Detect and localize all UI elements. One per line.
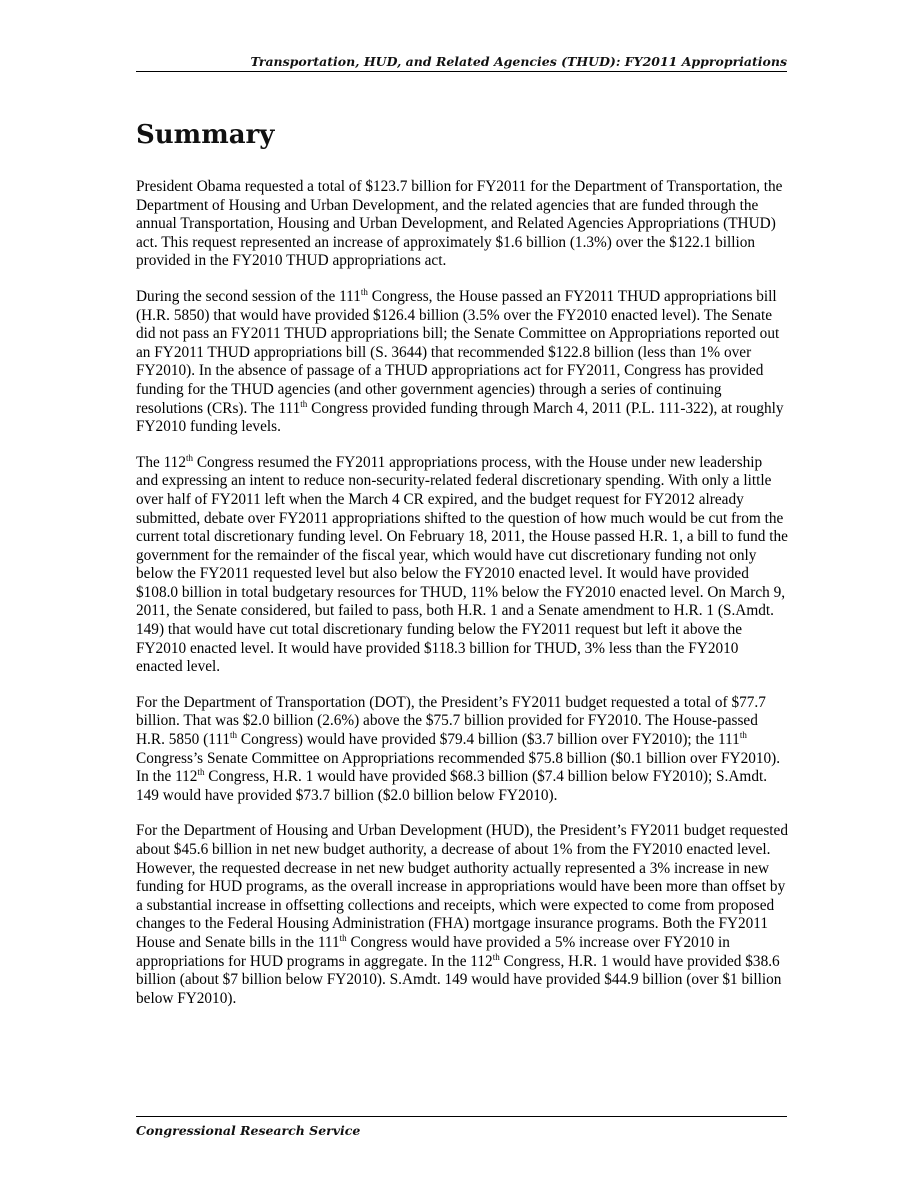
- text-run: Congress, H.R. 1 would have provided $68.3 billion ($7.4 billion below FY2010); S.Amdt. 149 would have provided $73.7 billion ($2.0 billion below FY2010).: [136, 768, 768, 804]
- ordinal-suffix: th: [197, 767, 205, 778]
- text-run: The 112: [136, 453, 186, 471]
- paragraph-3: [136, 454, 788, 677]
- text-run: President Obama requested a total of $123.7 billion for FY2011 for the Department of Transportation, the Department of Housing and Urban Development, and the related agencies that are funded through the annual Transportation, Housing and Urban Development, and Related Agencies Appropriations (THUD) act. This request represented an increase of approximately $1.6 billion (1.3%) over the $122.1 billion provided in the FY2010 THUD appropriations act.: [136, 178, 783, 270]
- text-run: For the Department of Transportation (DOT), the President’s FY2011 budget requested a total of $77.7 billion. That was $2.0 billion (2.6%) above the $75.7 billion provided for FY2010. The House-passed H.R. 5850 (111: [136, 693, 766, 749]
- summary-body: [136, 178, 788, 1025]
- paragraph-2: [136, 288, 788, 437]
- text-run: Congress would have provided a 5% increase over FY2010 in appropriations for HUD programs in aggregate. In the 112: [136, 933, 730, 970]
- ordinal-suffix: th: [492, 951, 500, 962]
- ordinal-suffix: th: [230, 730, 238, 741]
- text-run: Congress) would have provided $79.4 billion ($3.7 billion over FY2010); the 111: [237, 731, 740, 749]
- running-header: Transportation, HUD, and Related Agencies (THUD): FY2011 Appropriations: [136, 54, 787, 72]
- text-run: Congress provided funding through March 4, 2011 (P.L. 111-322), at roughly FY2010 funding levels.: [136, 399, 784, 436]
- paragraph-5: [136, 822, 788, 1008]
- text-run: For the Department of Housing and Urban Development (HUD), the President’s FY2011 budget requested about $45.6 billion in net new budget authority, a decrease of about 1% from the FY2010 enacted level. However, the requested decrease in net new budget authority actually represented a 3% increase in new funding for HUD programs, as the overall increase in appropriations would have been more than offset by a substantial increase in offsetting collections and receipts, which were expected to come from proposed changes to the Federal Housing Administration (FHA) mortgage insurance programs. Both the FY2011 House and Senate bills in the 111: [136, 822, 788, 951]
- paragraph-4: [136, 694, 788, 806]
- ordinal-suffix: th: [339, 932, 347, 943]
- text-run: Congress resumed the FY2011 appropriations process, with the House under new leadership and expressing an intent to reduce non-security-related federal discretionary spending. With only a little over half of FY2011 left when the March 4 CR expired, and the budget request for FY2012 already submitted, debate over FY2011 appropriations shifted to the question of how much would be cut from the current total discretionary funding level. On February 18, 2011, the House passed H.R. 1, a bill to fund the government for the remainder of the fiscal year, which would have cut discretionary funding not only below the FY2011 requested level but also below the FY2010 enacted level. It would have provided $108.0 billion in total budgetary resources for THUD, 11% below the FY2010 enacted level. On March 9, 2011, the Senate considered, but failed to pass, both H.R. 1 and a Senate amendment to H.R. 1 (S.Amdt. 149) that would have cut total discretionary funding below the FY2011 request but left it above the FY2010 enacted level. It would have provided $118.3 billion for THUD, 3% less than the FY2010 enacted level.: [136, 453, 788, 676]
- ordinal-suffix: th: [300, 398, 308, 409]
- text-run: Congress’s Senate Committee on Appropriations recommended $75.8 billion ($0.1 billion over FY2010). In the 112: [136, 749, 781, 786]
- text-run: During the second session of the 111: [136, 287, 361, 305]
- ordinal-suffix: th: [360, 286, 368, 297]
- section-title: Summary: [136, 120, 275, 150]
- paragraph-1: [136, 178, 788, 271]
- page-footer: Congressional Research Service: [136, 1116, 787, 1138]
- ordinal-suffix: th: [185, 452, 193, 463]
- text-run: Congress, H.R. 1 would have provided $38.6 billion (about $7 billion below FY2010). S.Amdt. 149 would have provided $44.9 billion (over $1 billion below FY2010).: [136, 952, 782, 1007]
- ordinal-suffix: th: [739, 730, 747, 741]
- text-run: Congress, the House passed an FY2011 THUD appropriations bill (H.R. 5850) that would have provided $126.4 billion (3.5% over the FY2010 enacted level). The Senate did not pass an FY2011 THUD appropriations bill; the Senate Committee on Appropriations reported out an FY2011 THUD appropriations bill (S. 3644) that recommended $122.8 billion (less than 1% over FY2010). In the absence of passage of a THUD appropriations act for FY2011, Congress has provided funding for the THUD agencies (and other government agencies) through a series of continuing resolutions (CRs). The 111: [136, 287, 780, 417]
